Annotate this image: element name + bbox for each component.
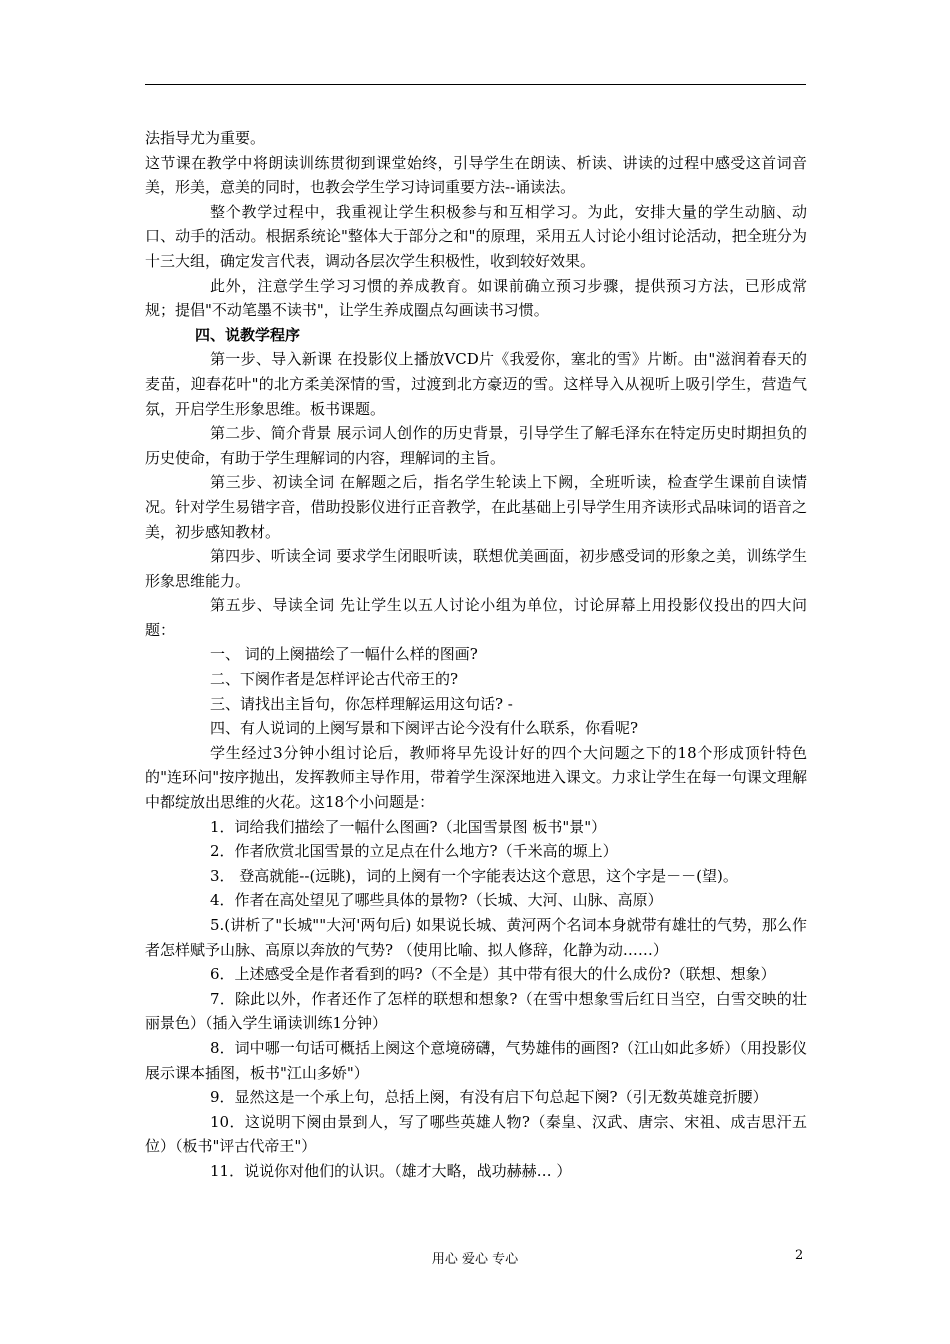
- paragraph: 此外，注意学生学习习惯的养成教育。如课前确立预习步骤，提供预习方法，已形成常规；提倡"不动笔墨不读书"，让学生养成圈点勾画读书习惯。: [145, 276, 807, 320]
- paragraph: 7．除此以外，作者还作了怎样的联想和想象?（在雪中想象雪后红日当空，白雪交映的壮丽景色）（插入学生诵读训练1分钟）: [145, 989, 807, 1033]
- paragraph: 二、下阕作者是怎样评论古代帝王的?: [210, 670, 459, 689]
- paragraph: 第一步、导入新课 在投影仪上播放VCD片《我爱你，塞北的雪》片断。由"滋润着春天的麦苗，迎春花叶"的北方柔美深情的雪，过渡到北方豪迈的雪。这样导入从视听上吸引学生，营造气氛，开启学生形象思维。板书课题。: [145, 350, 807, 418]
- paragraph: 3． 登高就能--(远眺)，词的上阕有一个字能表达这个意思，这个字是－－(望)。: [210, 866, 738, 885]
- paragraph: 2．作者欣赏北国雪景的立足点在什么地方?（千米高的塬上）: [210, 842, 618, 861]
- paragraph: 5.(讲析了"长城""大河'两句后) 如果说长城、黄河两个名词本身就带有雄壮的气势，那么作者怎样赋予山脉、高原以奔放的气势? （使用比喻、拟人修辞，化静为动……）: [145, 916, 807, 959]
- document-body: [145, 126, 807, 1184]
- paragraph: 一、 词的上阕描绘了一幅什么样的图画?: [210, 645, 478, 664]
- paragraph: 三、请找出主旨句，你怎样理解运用这句话? -: [210, 694, 513, 713]
- paragraph: 6．上述感受全是作者看到的吗?（不全是）其中带有很大的什么成份?（联想、想象）: [210, 965, 776, 984]
- paragraph: 第四步、听读全词 要求学生闭眼听读，联想优美画面，初步感受词的形象之美，训练学生形象思维能力。: [145, 547, 807, 590]
- footer-motto: 用心 爱心 专心: [431, 1252, 519, 1267]
- paragraph: 法指导尤为重要。: [145, 129, 266, 147]
- paragraph: 8．词中哪一句话可概括上阕这个意境磅礴，气势雄伟的画图?（江山如此多娇）（用投影仪展示课本插图，板书"江山多娇"）: [145, 1038, 807, 1082]
- section-heading: 四、说教学程序: [195, 325, 301, 344]
- paragraph: 第二步、简介背景 展示词人创作的历史背景，引导学生了解毛泽东在特定历史时期担负的历史使命，有助于学生理解词的内容，理解词的主旨。: [145, 424, 807, 467]
- page-number: 2: [795, 1248, 804, 1263]
- paragraph: 这节课在教学中将朗读训练贯彻到课堂始终，引导学生在朗读、析读、讲读的过程中感受这首词音美，形美，意美的同时，也教会学生学习诗词重要方法--诵读法。: [145, 153, 807, 197]
- paragraph: 第三步、初读全词 在解题之后，指名学生轮读上下阙，全班听读，检查学生课前自读情况。针对学生易错字音，借助投影仪进行正音教学，在此基础上引导学生用齐读形式品味词的语音之美，初步感知教材。: [145, 473, 807, 541]
- header-rule: [145, 84, 806, 85]
- paragraph: 10．这说明下阕由景到人，写了哪些英雄人物?（秦皇、汉武、唐宗、宋祖、成吉思汗五位）（板书"评古代帝王"）: [145, 1112, 807, 1156]
- paragraph: 11．说说你对他们的认识。（雄才大略，战功赫赫… ）: [210, 1161, 572, 1180]
- paragraph: 整个教学过程中，我重视让学生积极参与和互相学习。为此，安排大量的学生动脑、动口、动手的活动。根据系统论"整体大于部分之和"的原理，采用五人讨论小组讨论活动，把全班分为十三大组，确定发言代表，调动各层次学生积极性，收到较好效果。: [145, 202, 807, 270]
- paragraph: 9．显然这是一个承上句，总括上阕，有没有启下句总起下阕?（引无数英雄竞折腰）: [210, 1088, 768, 1107]
- paragraph: 学生经过3分钟小组讨论后，教师将早先设计好的四个大问题之下的18个形成顶针特色的"连环问"按序抛出，发挥教师主导作用，带着学生深深地进入课文。力求让学生在每一句课文理解中都绽放出思维的火花。这18个小问题是：: [145, 743, 807, 812]
- paragraph: 1．词给我们描绘了一幅什么图画?（北国雪景图 板书"景"）: [210, 817, 607, 836]
- paragraph: 四、有人说词的上阕写景和下阕评古论今没有什么联系，你看呢?: [210, 719, 639, 738]
- paragraph: 第五步、导读全词 先让学生以五人讨论小组为单位，讨论屏幕上用投影仪投出的四大问题：: [145, 596, 807, 639]
- paragraph: 4．作者在高处望见了哪些具体的景物?（长城、大河、山脉、高原）: [210, 891, 663, 910]
